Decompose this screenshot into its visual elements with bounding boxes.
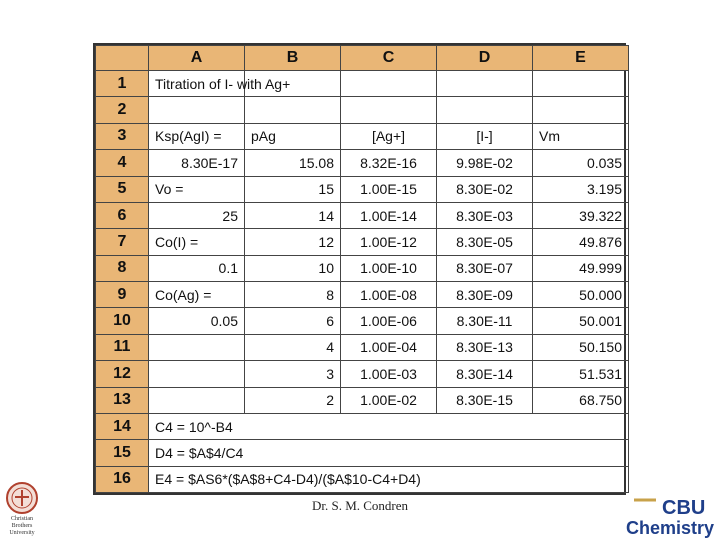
cell-e[interactable]: 50.000 xyxy=(533,282,629,308)
row-header[interactable]: 14 xyxy=(96,413,149,439)
author-credit: Dr. S. M. Condren xyxy=(311,498,409,513)
cell-a[interactable] xyxy=(149,387,245,413)
cell-c[interactable] xyxy=(341,71,437,97)
row-header[interactable]: 13 xyxy=(96,387,149,413)
column-header-c[interactable]: C xyxy=(341,46,437,71)
cell-d[interactable]: 8.30E-11 xyxy=(437,308,533,334)
table-row xyxy=(96,334,629,360)
cell-b[interactable]: 8 xyxy=(245,282,341,308)
table-row xyxy=(96,282,629,308)
cell-e[interactable]: 49.876 xyxy=(533,229,629,255)
column-header-d[interactable]: D xyxy=(437,46,533,71)
cell-b[interactable]: 6 xyxy=(245,308,341,334)
cell-e[interactable]: 50.150 xyxy=(533,334,629,360)
column-header-b[interactable]: B xyxy=(245,46,341,71)
cell-a[interactable]: Vo = xyxy=(149,176,245,202)
cell-a[interactable]: 0.05 xyxy=(149,308,245,334)
svg-text:Chemistry: Chemistry xyxy=(626,518,715,538)
svg-text:Brothers: Brothers xyxy=(11,523,33,529)
cell-e[interactable]: 50.001 xyxy=(533,308,629,334)
cell-c[interactable]: 8.32E-16 xyxy=(341,150,437,176)
cell-a[interactable]: Co(Ag) = xyxy=(149,282,245,308)
cell-c[interactable]: 1.00E-14 xyxy=(341,202,437,228)
cell-c[interactable]: [Ag+] xyxy=(341,123,437,149)
table-row xyxy=(96,97,629,123)
row-header[interactable]: 9 xyxy=(96,282,149,308)
row-header[interactable]: 10 xyxy=(96,308,149,334)
table-row xyxy=(96,361,629,387)
table-row xyxy=(96,308,629,334)
cell-c[interactable]: 1.00E-04 xyxy=(341,334,437,360)
row-header[interactable]: 11 xyxy=(96,334,149,360)
cell-c[interactable]: 1.00E-12 xyxy=(341,229,437,255)
cell-a[interactable]: Ksp(AgI) = xyxy=(149,123,245,149)
cell-c[interactable]: 1.00E-03 xyxy=(341,361,437,387)
cell-d[interactable]: 9.98E-02 xyxy=(437,150,533,176)
cell-a[interactable]: Titration of I- with Ag+ xyxy=(149,71,245,97)
row-header[interactable]: 15 xyxy=(96,440,149,466)
cell-b[interactable]: 12 xyxy=(245,229,341,255)
cell-a[interactable]: 8.30E-17 xyxy=(149,150,245,176)
spreadsheet-table xyxy=(95,45,629,493)
cell-b[interactable]: 14 xyxy=(245,202,341,228)
corner-cell[interactable] xyxy=(96,46,149,71)
cell-e[interactable]: 3.195 xyxy=(533,176,629,202)
row-header[interactable]: 1 xyxy=(96,71,149,97)
table-row xyxy=(96,255,629,281)
cell-b[interactable] xyxy=(245,97,341,123)
formula-cell[interactable]: C4 = 10^-B4 xyxy=(149,413,629,439)
table-row xyxy=(96,150,629,176)
cell-d[interactable]: 8.30E-15 xyxy=(437,387,533,413)
table-row xyxy=(96,440,629,466)
cbu-chemistry-logo xyxy=(622,492,720,540)
cell-d[interactable]: 8.30E-07 xyxy=(437,255,533,281)
cell-c[interactable]: 1.00E-10 xyxy=(341,255,437,281)
column-header-e[interactable]: E xyxy=(533,46,629,71)
svg-text:Christian: Christian xyxy=(11,516,33,522)
row-header[interactable]: 7 xyxy=(96,229,149,255)
cell-b[interactable]: 2 xyxy=(245,387,341,413)
cell-b[interactable]: 10 xyxy=(245,255,341,281)
row-header[interactable]: 8 xyxy=(96,255,149,281)
cell-a[interactable]: Co(I) = xyxy=(149,229,245,255)
cell-a[interactable]: 0.1 xyxy=(149,255,245,281)
cell-d[interactable]: 8.30E-09 xyxy=(437,282,533,308)
cell-c[interactable] xyxy=(341,97,437,123)
cell-a[interactable] xyxy=(149,97,245,123)
cell-d[interactable] xyxy=(437,71,533,97)
cell-b[interactable]: 15 xyxy=(245,176,341,202)
cell-e[interactable] xyxy=(533,97,629,123)
cell-e[interactable]: 49.999 xyxy=(533,255,629,281)
row-header[interactable]: 16 xyxy=(96,466,149,492)
cell-d[interactable]: 8.30E-05 xyxy=(437,229,533,255)
table-row xyxy=(96,413,629,439)
cell-e[interactable]: Vm xyxy=(533,123,629,149)
cell-e[interactable]: 39.322 xyxy=(533,202,629,228)
table-row xyxy=(96,229,629,255)
formula-cell[interactable]: D4 = $A$4/C4 xyxy=(149,440,629,466)
table-row xyxy=(96,387,629,413)
formula-cell[interactable]: E4 = $AS6*($A$8+C4-D4)/($A$10-C4+D4) xyxy=(149,466,629,492)
table-row xyxy=(96,202,629,228)
cell-b[interactable]: 3 xyxy=(245,361,341,387)
cell-d[interactable]: 8.30E-03 xyxy=(437,202,533,228)
cell-c[interactable]: 1.00E-02 xyxy=(341,387,437,413)
cell-c[interactable]: 1.00E-15 xyxy=(341,176,437,202)
row-header[interactable]: 2 xyxy=(96,97,149,123)
cell-a[interactable] xyxy=(149,334,245,360)
svg-text:CBU: CBU xyxy=(662,497,706,519)
table-row xyxy=(96,176,629,202)
cell-e[interactable]: 0.035 xyxy=(533,150,629,176)
cell-e[interactable] xyxy=(533,71,629,97)
svg-text:University: University xyxy=(9,530,35,536)
cell-b[interactable]: 15.08 xyxy=(245,150,341,176)
spreadsheet-body xyxy=(96,71,629,493)
cell-d[interactable]: 8.30E-14 xyxy=(437,361,533,387)
row-header[interactable]: 5 xyxy=(96,176,149,202)
table-row xyxy=(96,71,629,97)
cell-d[interactable] xyxy=(437,97,533,123)
row-header[interactable]: 12 xyxy=(96,361,149,387)
cell-c[interactable]: 1.00E-06 xyxy=(341,308,437,334)
spreadsheet xyxy=(93,43,626,495)
cell-a[interactable] xyxy=(149,361,245,387)
cell-e[interactable]: 51.531 xyxy=(533,361,629,387)
table-row xyxy=(96,123,629,149)
cell-d[interactable]: 8.30E-13 xyxy=(437,334,533,360)
cell-e[interactable]: 68.750 xyxy=(533,387,629,413)
table-row xyxy=(96,466,629,492)
row-header[interactable]: 3 xyxy=(96,123,149,149)
cell-c[interactable]: 1.00E-08 xyxy=(341,282,437,308)
row-header[interactable]: 4 xyxy=(96,150,149,176)
cell-b[interactable]: pAg xyxy=(245,123,341,149)
cell-a[interactable]: 25 xyxy=(149,202,245,228)
column-header-a[interactable]: A xyxy=(149,46,245,71)
cell-d[interactable]: 8.30E-02 xyxy=(437,176,533,202)
university-seal-logo xyxy=(0,478,48,538)
cell-d[interactable]: [I-] xyxy=(437,123,533,149)
cell-b[interactable]: 4 xyxy=(245,334,341,360)
row-header[interactable]: 6 xyxy=(96,202,149,228)
